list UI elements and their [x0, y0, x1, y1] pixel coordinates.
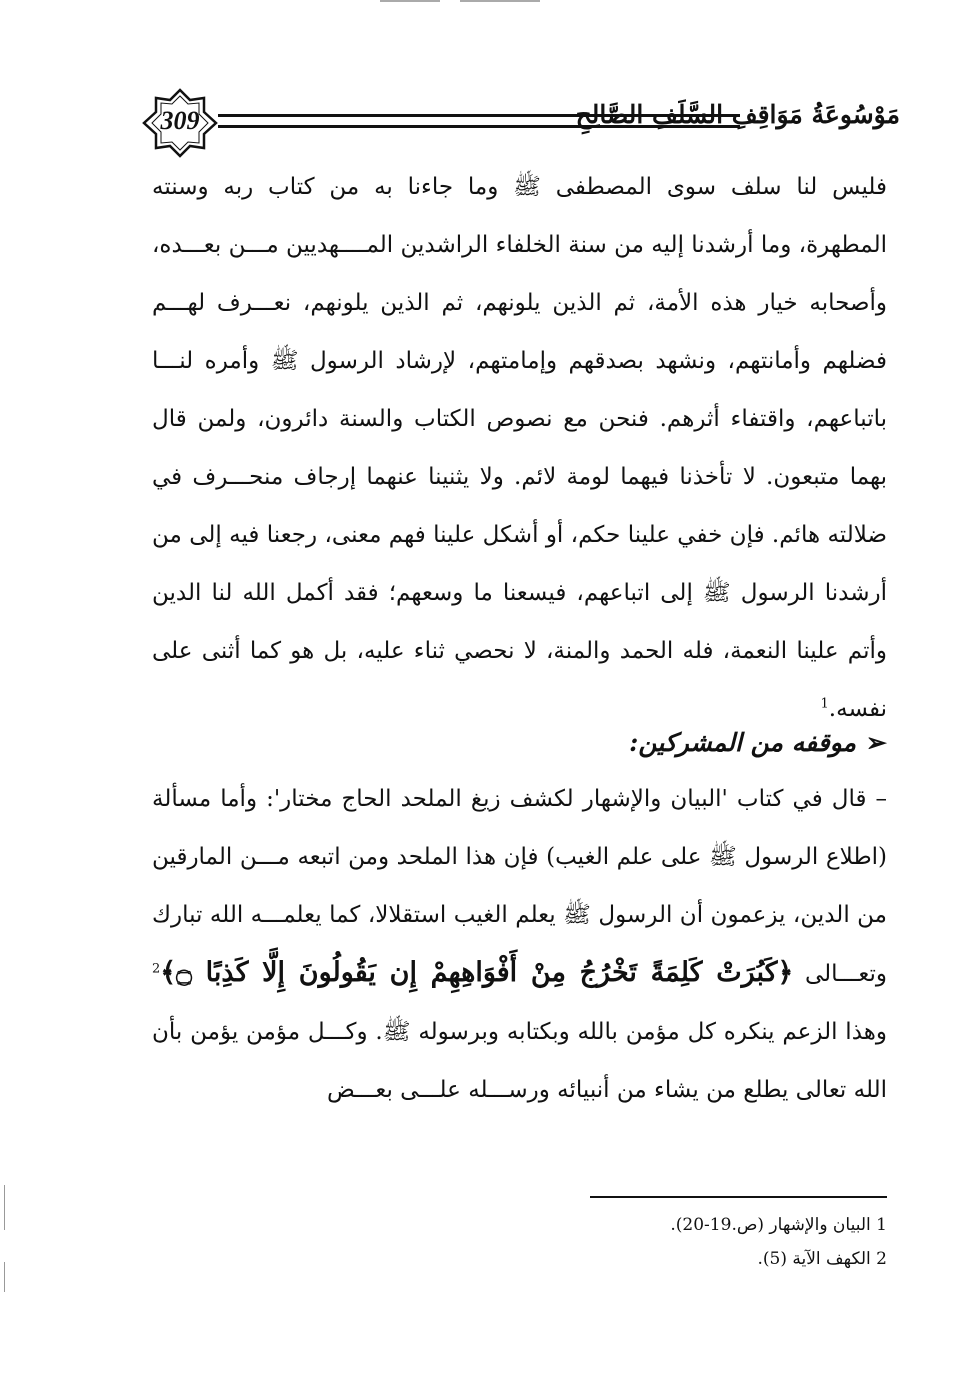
paragraph-text: – قال في كتاب 'البيان والإشهار لكشف زيغ الملحد الحاج مختار': وأما مسألة (اطلاع الرسول ﷺ على علم الغيب) فإن هذا الملحد ومن اتبعه مـــن المارقين من الدين، يزعمون أن الرسول ﷺ يعلم الغيب استقلالا، كما يعلمـــه الله تبارك وتعـــالى	[152, 786, 888, 987]
series-title: مَوْسُوعَةُ مَوَاقِفِ السَّلَفِ الصَّالِحِ	[575, 100, 900, 129]
scan-artifact	[4, 1262, 5, 1292]
page-number-badge	[140, 88, 220, 158]
paragraph-text: فليس لنا سلف سوى المصطفى ﷺ وما جاءنا به من كتاب ربه وسنته المطهرة، وما أرشدنا إليه من سنة الخلفاء الراشدين المــــهديين مـــن بعـــده، وأصحابه خيار هذه الأمة، ثم الذين يلونهم، ثم الذين يلونهم، نعـــرف لهـــم فضلهم وأمانتهم، ونشهد بصدقهم وإمامتهم، لإرشاد الرسول ﷺ وأمره لنـــا باتباعهم، واقتفاء أثرهم. فنحن مع نصوص الكتاب والسنة دائرون، ولمن قال بهما متبعون. لا تأخذنا فيهما لومة لائم. ولا يثنينا عنهما إرجاف منحـــرف في ضلالته هائم. فإن خفي علينا حكم، أو أشكل علينا فهم معنى، رجعنا فيه إلى من أرشدنا الرسول ﷺ إلى اتباعهم، فيسعنا ما وسعهم؛ فقد أكمل الله لنا الدين وأتم علينا النعمة، فله الحمد والمنة، لا نحصي ثناء عليه، بل هو كما أثنى على نفسه.	[152, 174, 887, 722]
footnote-ref: 1	[820, 696, 829, 712]
footnote-ref: 2	[152, 961, 161, 977]
main-paragraph	[152, 158, 887, 738]
footnotes	[590, 1208, 887, 1276]
scan-artifact	[460, 0, 540, 2]
section-heading-text: موقفه من المشركين:	[629, 728, 857, 757]
footnote-item: 2 الكهف الآية (5).	[757, 1249, 887, 1269]
arrow-marker-icon: ➢	[866, 728, 887, 757]
page-header	[140, 88, 900, 158]
second-paragraph	[152, 770, 887, 1119]
scan-artifact	[4, 1185, 5, 1230]
quran-verse: ﴿كَبُرَتْ كَلِمَةً تَخْرُجُ مِنْ أَفْوَاهِهِمْ إِن يَقُولُونَ إِلَّا كَذِبًا ۝﴾	[160, 957, 794, 988]
scan-artifact	[380, 0, 440, 2]
section-heading	[152, 718, 887, 768]
paragraph-text: وهذا الزعم ينكره كل مؤمن بالله وبكتابه وبرسوله ﷺ. وكـــل مؤمن يؤمن بأن الله تعالى يطلع من يشاء من أنبيائه ورســـله علـــى بعـــض	[152, 1019, 887, 1103]
footnote-separator	[590, 1196, 887, 1198]
footnote-item: 1 البيان والإشهار (ص.19-20).	[670, 1215, 887, 1235]
page-number: 309	[160, 106, 200, 135]
